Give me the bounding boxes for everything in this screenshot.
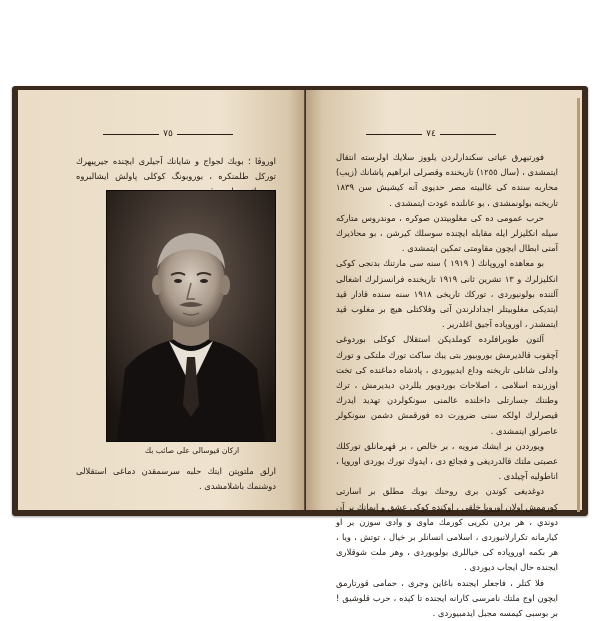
header-rule (103, 134, 159, 135)
header-rule (366, 134, 422, 135)
paragraph: بو معاهده اوروپانك ( ١٩١٩ ) سنه سى مارتنك بدنجى كوكى انكليزلرك و ١٣ تشرين ثانى ١٩١٩ تاريخنده فرانسزلرك اشغالى آلتنده بولونيوردى ، توركك تاريخى ١٩١٨ سنه سنده قادار قيد ايتديكى مغلوبيتلر اجدادلرندن آتى وفلاكتلى هيچ بر مغلوب قيد ايتمشدر ، اوروپاده آجيق اغلدرير . (336, 258, 558, 330)
left-page (18, 90, 306, 510)
header-rule (177, 134, 233, 135)
right-page-header (346, 128, 516, 140)
left-page-header (88, 128, 248, 140)
paragraph: حرب عمومی ده كی مغلوبيتدن صوكره ، موندروس متاركه سيله انكليزلر ايله مقابله ايچنده سوسلك كيرشن ، بو محاذيرك آمنى ابطال ايچون مقاومتى تمكين ايتمشدى . (336, 212, 558, 254)
open-book (12, 86, 588, 619)
photo-caption: اركان قيوسالی علی صائب بك (144, 446, 240, 455)
paragraph: فلا كتلر ، فاجعلر ايجنده باغاين وجرى ، حمامى قورتارمق ايچون اوج ملتك نامرسى كارانه ايجنده تا كيده ، حرب قلوشيق ! بر بوسبى كيمسه مجبل ايدمبيوردى . (336, 577, 558, 619)
right-page (306, 90, 582, 619)
portrait-photo (106, 190, 276, 442)
paragraph: آلتون طوبرافلرده كوملديكن استقلال كوكلى بوردوغى آچقوب قالديرمش بوروبيور بتى يبك ساكت تورك ملتكى و تورك وادلى شانلى تاريخنه وداع ايديپوردى ، پادشاه دماغنده كى تخت اوزرنده اسلامى ، اصلاحات بوردويور يللردن ديديرمش ، ترك وطننك جسارتلى داخلنده عالمنى سونكولردن تهديد ايدرك قيصرلرك اولكه سنى ضرورت ده فورقمش دشمن سونكولر عاصرلق ايتمشدى . (336, 334, 558, 436)
paragraph: ويورددن بر ايشك مرويه ، بر خالص ، بر قهرمانلق توركلك عصبتى ملتك قالدرديغى و فجائع دى ، ايدوك تورك يوردى اوروپا ، اناطوليه آچيلدى . (336, 440, 558, 482)
page-edge (577, 98, 580, 512)
right-page-number: ٧٤ (426, 129, 436, 139)
left-page-top-text: اوروڤا ؛ بوبك لجواج و شايانك آجيلرى ايچنده جيرپيهرك توركل طلمنكره ، بوروبونگ كوكلى پاولش ايشالبروه (76, 156, 276, 182)
right-page-body (336, 150, 558, 621)
left-page-bottom-text: ارلق ملتوپتن ايتك حلبه سرسمقدن دماغی استقلالی دوشنمك باشلامشدی . (76, 466, 276, 492)
header-rule (440, 134, 496, 135)
left-page-number: ٧٥ (163, 129, 173, 139)
paragraph: فورتيهرق عياتى سكندارلردن يلووز سلايك اولرسته انتقال ايتمشدى ، (سال ١٢٥٥) تاريخنده وقصرلى ابراهيم پاشانك (زيب) محاربه سنده كى غالبيته مصر حديوى آنه كيشيش سن ١٨٣٩ تاريخنه بولونمشدى ، بو عانلنده عودت ايتمشدى . (336, 152, 558, 208)
paragraph: دوغديغى كوندن برى روحنك بوبك مطلق بر اسارتى كورممش اولان اوروبا خلقى ، اوكنده كوكى عشق و ايمانك بر آن دوندي ، هر يردن نكريى كورمك ماوى و وادى سوزن بر او كيارمانه تكرارلانيوردى ، اسلامى انسانلر بر خيال ، توتش ، ويا ، هر بكمه اوروپاده كى خياللرى بولوبوردى ، وهر ملت شوقلارى ايجنده حال ايجاب ديوردى . (336, 486, 558, 573)
